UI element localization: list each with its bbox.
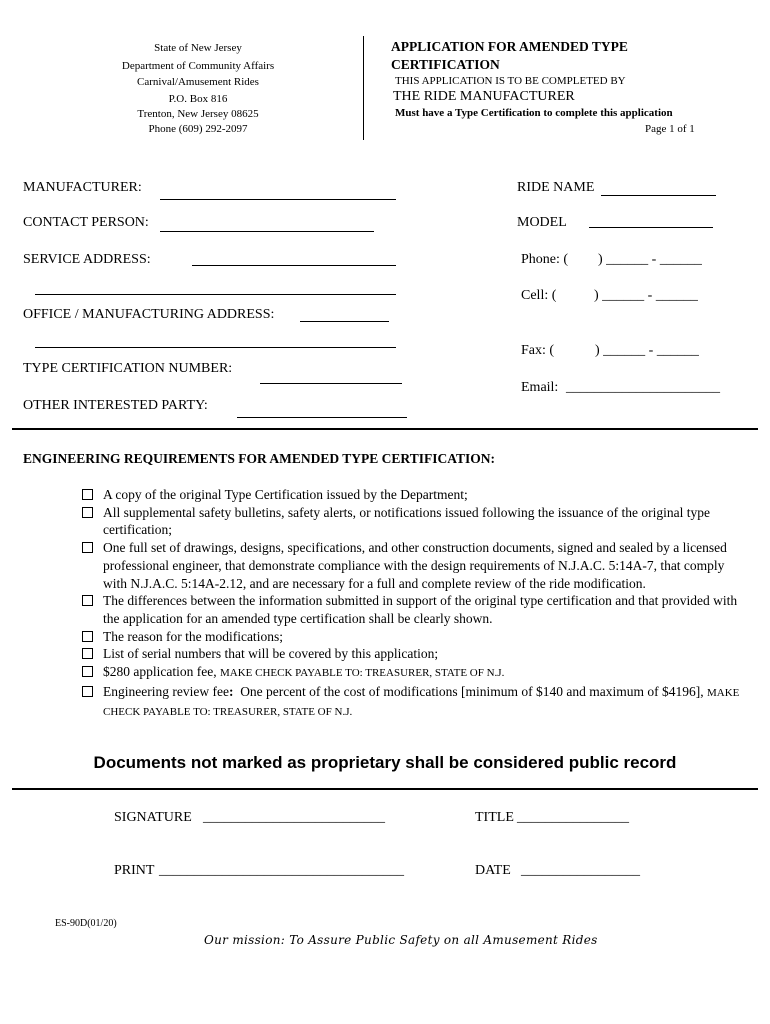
- print-label: PRINT: [114, 863, 155, 878]
- list-item: All supplemental safety bulletins, safety alerts, or notifications issued following the issuance of the original type certification;: [82, 504, 742, 539]
- header-divider: [363, 36, 364, 140]
- model-label: MODEL: [517, 215, 567, 230]
- address-line: State of New Jersey: [154, 42, 242, 54]
- address-line: Department of Community Affairs: [121, 60, 275, 72]
- list-item: The differences between the information submitted in support of the original type certification and that provided with the application for an amended type certification shall be clearly shown.: [82, 592, 742, 627]
- email-label: Email:: [521, 380, 559, 395]
- contact-person-field[interactable]: [160, 231, 374, 232]
- engineering-heading: ENGINEERING REQUIREMENTS FOR AMENDED TYPE CERTIFICATION:: [23, 451, 495, 466]
- list-item: A copy of the original Type Certification issued by the Department;: [82, 486, 742, 504]
- page-number: Page 1 of 1: [645, 123, 695, 135]
- email-field[interactable]: ______________________: [566, 380, 720, 395]
- manufacturer-field[interactable]: [160, 199, 396, 200]
- print-field[interactable]: ___________________________________: [159, 863, 404, 878]
- checkbox-icon[interactable]: [82, 542, 93, 553]
- instruction-large: THE RIDE MANUFACTURER: [393, 89, 575, 104]
- requirements-list: [82, 486, 742, 722]
- title-field[interactable]: ________________: [517, 810, 629, 825]
- cell-field[interactable]: ) ______ - ______: [594, 288, 698, 303]
- requirement-note: Must have a Type Certification to complete this application: [395, 107, 673, 119]
- address-line: Carnival/Amusement Rides: [137, 76, 259, 88]
- phone-field[interactable]: ) ______ - ______: [598, 252, 702, 267]
- list-item: The reason for the modifications;: [82, 628, 742, 646]
- list-item: One full set of drawings, designs, specifications, and other construction documents, signed and sealed by a licensed professional engineer, that demonstrate compliance with the design requirements of N.J.A.C. 5:14A-7, that comply with N.J.A.C. 5:14A-2.12, and are necessary for a full and complete review of the ride modification.: [82, 539, 742, 592]
- fax-field[interactable]: ) ______ - ______: [595, 343, 699, 358]
- date-field[interactable]: _________________: [521, 863, 640, 878]
- form-title: APPLICATION FOR AMENDED TYPE: [391, 39, 628, 54]
- office-address-field-line2[interactable]: [35, 347, 396, 348]
- cell-label: Cell: (: [521, 288, 557, 303]
- service-address-label: SERVICE ADDRESS:: [23, 252, 151, 267]
- instruction-small: THIS APPLICATION IS TO BE COMPLETED BY: [395, 75, 626, 87]
- fax-label: Fax: (: [521, 343, 555, 358]
- section-divider: [12, 428, 758, 430]
- address-line: Trenton, New Jersey 08625: [137, 108, 259, 120]
- phone-label: Phone: (: [521, 252, 569, 267]
- public-record-notice: Documents not marked as proprietary shall be considered public record: [93, 753, 677, 772]
- checkbox-icon[interactable]: [82, 648, 93, 659]
- form-code: ES-90D(01/20): [55, 918, 117, 929]
- service-address-field[interactable]: [192, 265, 396, 266]
- ride-name-field[interactable]: [601, 195, 716, 196]
- list-item: Engineering review fee: One percent of the cost of modifications [minimum of $140 and maximum of $4196], MAKE CHECK PAYABLE TO: TREASURER, STATE OF N.J.: [82, 683, 742, 722]
- checkbox-icon[interactable]: [82, 686, 93, 697]
- type-cert-number-label: TYPE CERTIFICATION NUMBER:: [23, 361, 233, 376]
- title-label: TITLE: [475, 810, 514, 825]
- address-line: Phone (609) 292-2097: [148, 123, 248, 135]
- list-item: $280 application fee, MAKE CHECK PAYABLE TO: TREASURER, STATE OF N.J.: [82, 663, 742, 683]
- service-address-field-line2[interactable]: [35, 294, 396, 295]
- other-party-field[interactable]: [237, 417, 407, 418]
- list-item: List of serial numbers that will be covered by this application;: [82, 645, 742, 663]
- type-cert-number-field[interactable]: [260, 383, 402, 384]
- form-title-cont: CERTIFICATION: [391, 57, 500, 72]
- checkbox-icon[interactable]: [82, 595, 93, 606]
- checkbox-icon[interactable]: [82, 489, 93, 500]
- office-address-label: OFFICE / MANUFACTURING ADDRESS:: [23, 307, 275, 322]
- other-party-label: OTHER INTERESTED PARTY:: [23, 398, 208, 413]
- checkbox-icon[interactable]: [82, 631, 93, 642]
- manufacturer-label: MANUFACTURER:: [23, 180, 142, 195]
- checkbox-icon[interactable]: [82, 507, 93, 518]
- ride-name-label: RIDE NAME: [517, 180, 595, 195]
- contact-person-label: CONTACT PERSON:: [23, 215, 149, 230]
- checkbox-icon[interactable]: [82, 666, 93, 677]
- office-address-field[interactable]: [300, 321, 389, 322]
- signature-label: SIGNATURE: [114, 810, 192, 825]
- address-line: P.O. Box 816: [168, 93, 228, 105]
- section-divider: [12, 788, 758, 790]
- mission-statement: Our mission: To Assure Public Safety on all Amusement Rides: [204, 933, 598, 947]
- model-field[interactable]: [589, 227, 713, 228]
- signature-field[interactable]: __________________________: [203, 810, 385, 825]
- date-label: DATE: [475, 863, 511, 878]
